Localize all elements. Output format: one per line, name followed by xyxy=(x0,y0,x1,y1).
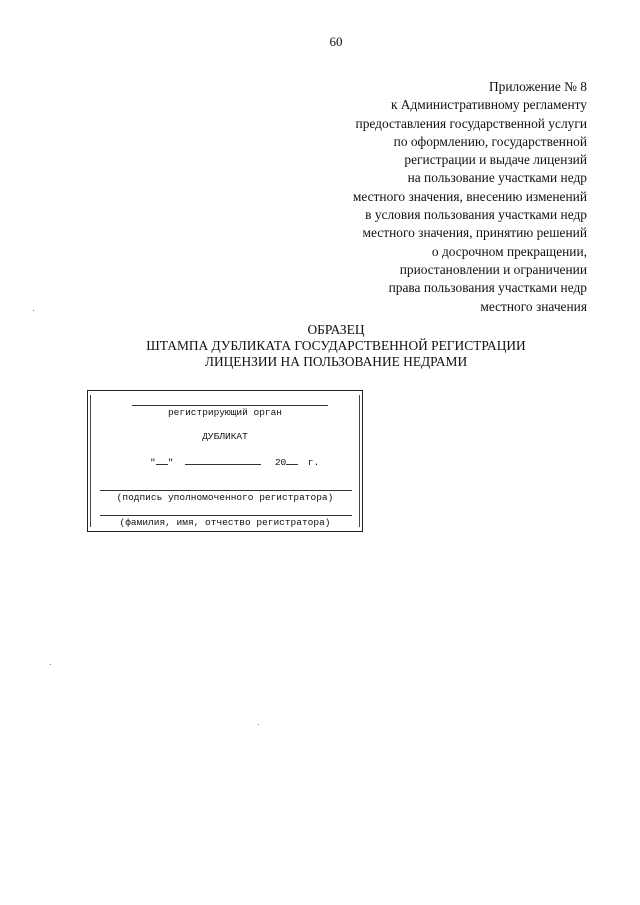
appendix-line: Приложение № 8 xyxy=(488,79,587,94)
registering-body-line xyxy=(132,405,328,406)
appendix-line: местного значения, принятию решений xyxy=(362,225,587,241)
scan-speck xyxy=(258,724,259,725)
name-caption: (фамилия, имя, отчество регистратора) xyxy=(119,517,331,528)
signature-line xyxy=(100,490,352,491)
appendix-line: права пользования участками недр xyxy=(388,280,587,296)
duplicate-label: ДУБЛИКАТ xyxy=(202,431,248,442)
appendix-line: предоставления государственной услуги xyxy=(355,115,587,131)
appendix-line: местного значения xyxy=(480,298,587,314)
sample-title-line: ЛИЦЕНЗИИ НА ПОЛЬЗОВАНИЕ НЕДРАМИ xyxy=(204,354,468,369)
appendix-line: по оформлению, государственной xyxy=(393,133,587,149)
appendix-line: регистрации и выдаче лицензий xyxy=(404,152,587,168)
sample-title-line: ОБРАЗЕЦ xyxy=(307,322,365,337)
date-quote-close: " xyxy=(167,457,174,468)
date-day-blank xyxy=(156,455,168,465)
sample-title xyxy=(0,322,640,370)
appendix-line: к Административному регламенту xyxy=(390,97,587,113)
date-quote-open: " xyxy=(150,457,156,468)
name-line xyxy=(100,515,352,516)
date-month-blank xyxy=(185,455,261,465)
appendix-line: приостановлении и ограничении xyxy=(399,261,587,277)
appendix-line: на пользование участками недр xyxy=(407,170,587,186)
date-line xyxy=(150,455,319,468)
date-year-prefix: 20 xyxy=(274,457,287,468)
date-year-blank xyxy=(286,455,298,465)
page-number: 60 xyxy=(329,34,343,49)
scan-speck xyxy=(50,664,51,665)
date-year-suffix: г. xyxy=(307,457,320,468)
appendix-line: в условия пользования участками недр xyxy=(365,207,587,223)
appendix-line: местного значения, внесению изменений xyxy=(352,188,587,204)
appendix-header xyxy=(287,78,587,316)
scan-speck xyxy=(33,310,34,311)
appendix-line: о досрочном прекращении, xyxy=(431,243,587,259)
stamp-sample-box xyxy=(87,390,363,532)
sample-title-line: ШТАМПА ДУБЛИКАТА ГОСУДАРСТВЕННОЙ РЕГИСТРАЦИИ xyxy=(146,338,526,353)
registering-body-caption: регистрирующий орган xyxy=(167,407,283,418)
signature-caption: (подпись уполномоченного регистратора) xyxy=(116,492,334,503)
